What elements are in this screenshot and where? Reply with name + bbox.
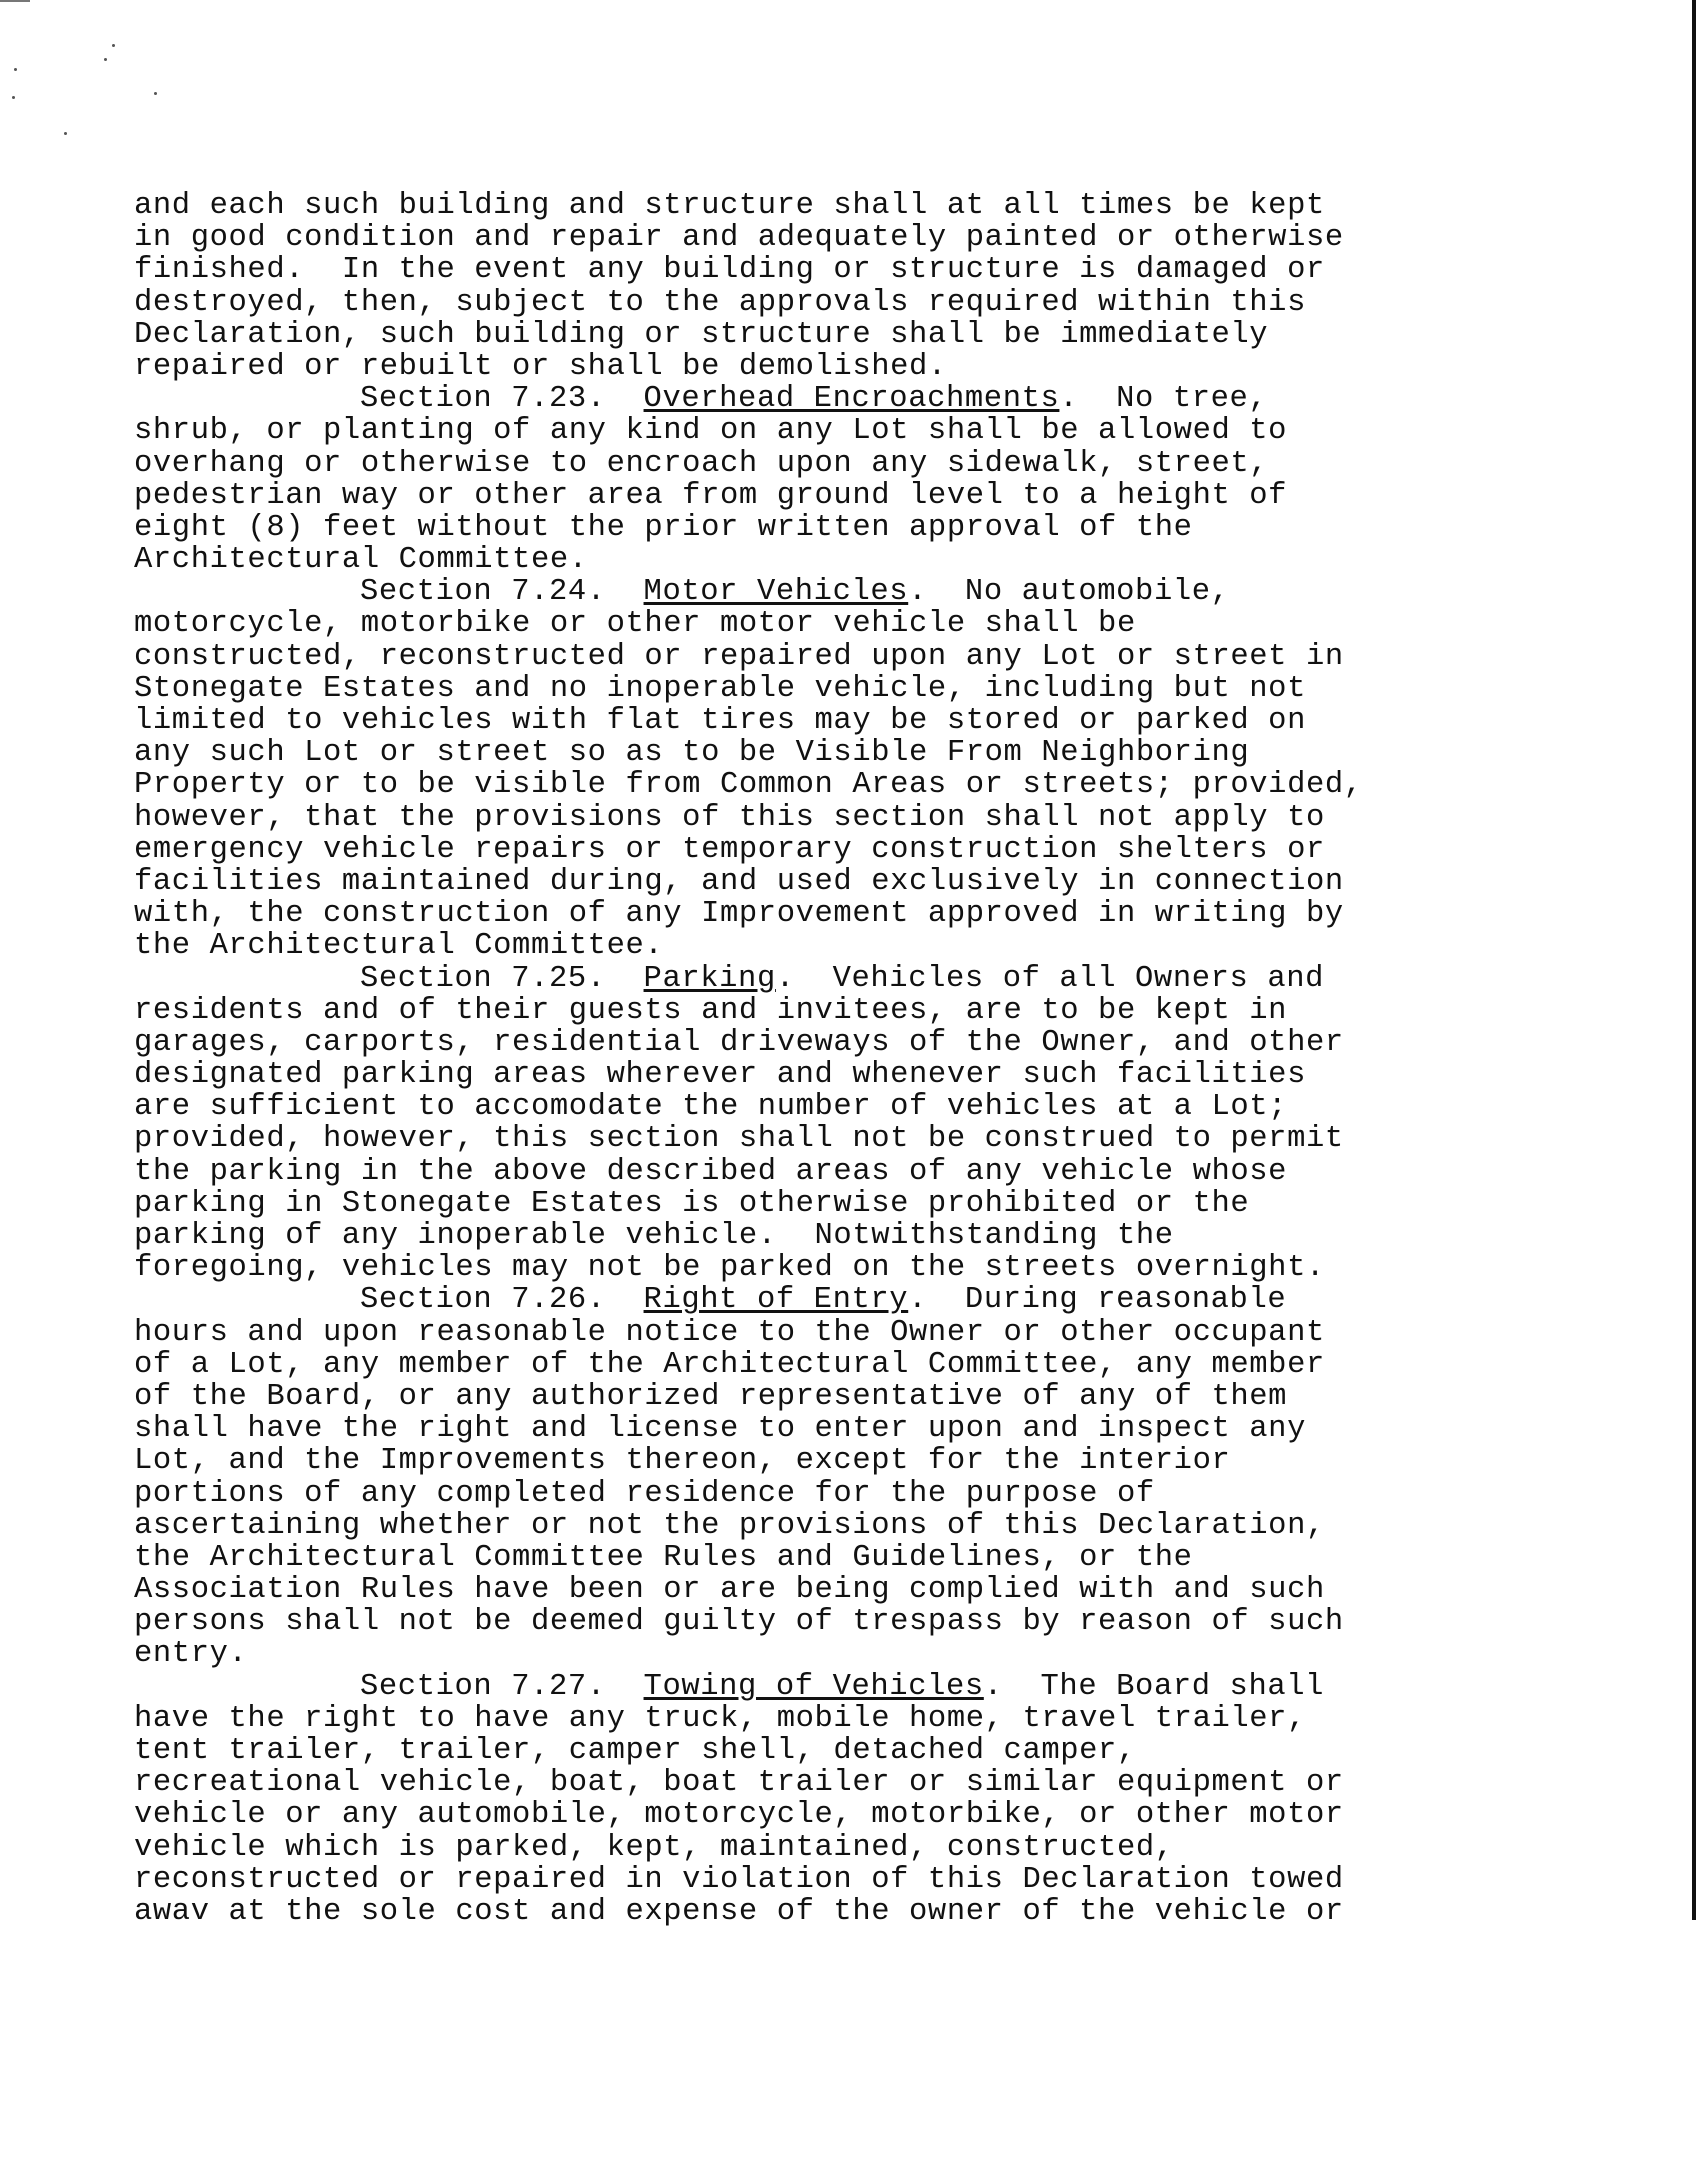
- body-text-line: pedestrian way or other area from ground level to a height of: [134, 478, 1288, 513]
- body-text-line: destroyed, then, subject to the approvals required within this: [134, 285, 1306, 320]
- body-text-line: have the right to have any truck, mobile home, travel trailer,: [134, 1701, 1306, 1736]
- body-text-line: motorcycle, motorbike or other motor vehicle shall be: [134, 607, 1136, 642]
- section-number: Section 7.27.: [360, 1669, 644, 1704]
- body-text-line: the parking in the above described areas of any vehicle whose: [134, 1154, 1288, 1189]
- body-text-line: shall have the right and license to enter upon and inspect any: [134, 1412, 1306, 1447]
- body-text-line: eight (8) feet without the prior written approval of the: [134, 510, 1193, 545]
- body-text-line: repaired or rebuilt or shall be demolished.: [134, 349, 947, 384]
- section-heading-line: [134, 383, 1464, 415]
- body-text-line: the Architectural Committee.: [134, 929, 664, 964]
- body-text-line: however, that the provisions of this section shall not apply to: [134, 800, 1325, 835]
- body-text-line: vehicle or any automobile, motorcycle, motorbike, or other motor: [134, 1798, 1344, 1833]
- section-heading-line: [134, 576, 1464, 608]
- body-text-line: any such Lot or street so as to be Visible From Neighboring: [134, 736, 1250, 771]
- document-body: [134, 190, 1464, 1928]
- body-text-line: the Architectural Committee Rules and Guidelines, or the: [134, 1540, 1193, 1575]
- section-title: Towing of Vehicles: [643, 1669, 984, 1704]
- body-text-line: vehicle which is parked, kept, maintained, constructed,: [134, 1830, 1174, 1865]
- body-text-line: reconstructed or repaired in violation of this Declaration towed: [134, 1862, 1344, 1897]
- section-number: Section 7.23.: [360, 382, 644, 417]
- body-text-line: limited to vehicles with flat tires may be stored or parked on: [134, 704, 1306, 738]
- section-text: . Vehicles of all Owners and: [775, 961, 1325, 996]
- body-text-line: and each such building and structure shall at all times be kept: [134, 189, 1325, 223]
- body-text-line: recreational vehicle, boat, boat trailer or similar equipment or: [134, 1766, 1344, 1801]
- body-text-line: foregoing, vehicles may not be parked on the streets overnight.: [134, 1251, 1325, 1286]
- body-text-line: Property or to be visible from Common Areas or streets; provided,: [134, 768, 1363, 803]
- body-text-line: emergency vehicle repairs or temporary construction shelters or: [134, 832, 1325, 867]
- section-title: Parking: [643, 961, 776, 996]
- section-title: Motor Vehicles: [643, 575, 909, 610]
- body-text-line: are sufficient to accomodate the number of vehicles at a Lot;: [134, 1090, 1288, 1125]
- section-heading-line: [134, 1671, 1464, 1703]
- body-text-line: parking in Stonegate Estates is otherwise prohibited or the: [134, 1186, 1250, 1221]
- section-number: Section 7.26.: [360, 1283, 644, 1318]
- body-text-line: in good condition and repair and adequately painted or otherwise: [134, 221, 1344, 256]
- section-heading-line: [134, 1284, 1464, 1316]
- section-text: . During reasonable: [908, 1283, 1287, 1318]
- body-text-line: provided, however, this section shall not be construed to permit: [134, 1122, 1344, 1157]
- section-heading-line: [134, 963, 1464, 995]
- body-text-line: entry.: [134, 1637, 248, 1672]
- body-text-line: ascertaining whether or not the provisions of this Declaration,: [134, 1508, 1325, 1543]
- body-text-line: constructed, reconstructed or repaired upon any Lot or street in: [134, 639, 1344, 674]
- body-text-line: overhang or otherwise to encroach upon any sidewalk, street,: [134, 446, 1269, 481]
- body-text-line: Architectural Committee.: [134, 543, 588, 578]
- body-text-line: hours and upon reasonable notice to the Owner or other occupant: [134, 1315, 1325, 1350]
- body-text-line: of a Lot, any member of the Architectural Committee, any member: [134, 1347, 1325, 1382]
- body-text-line: garages, carports, residential driveways of the Owner, and other: [134, 1025, 1344, 1060]
- body-text-line: designated parking areas wherever and whenever such facilities: [134, 1058, 1306, 1093]
- body-text-line: tent trailer, trailer, camper shell, detached camper,: [134, 1734, 1136, 1768]
- section-text: . No automobile,: [908, 575, 1230, 610]
- section-number: Section 7.25.: [360, 961, 644, 996]
- body-text-line: portions of any completed residence for the purpose of: [134, 1476, 1155, 1511]
- body-text-line: Lot, and the Improvements thereon, except for the interior: [134, 1444, 1231, 1479]
- body-text-line: shrub, or planting of any kind on any Lot shall be allowed to: [134, 414, 1288, 449]
- body-text-line: awav at the sole cost and expense of the owner of the vehicle or: [134, 1894, 1344, 1929]
- scan-mark: [0, 0, 30, 2]
- section-number: Section 7.24.: [360, 575, 644, 610]
- section-text: . The Board shall: [983, 1669, 1325, 1704]
- body-text-line: parking of any inoperable vehicle. Notwithstanding the: [134, 1219, 1174, 1253]
- body-text-line: Association Rules have been or are being complied with and such: [134, 1573, 1325, 1608]
- body-text-line: finished. In the event any building or structure is damaged or: [134, 253, 1325, 288]
- body-text-line: Declaration, such building or structure shall be immediately: [134, 317, 1269, 352]
- body-text-line: persons shall not be deemed guilty of trespass by reason of such: [134, 1605, 1344, 1640]
- section-text: . No tree,: [1059, 382, 1268, 417]
- body-text-line: with, the construction of any Improvement approved in writing by: [134, 897, 1344, 932]
- scan-right-edge: [1692, 0, 1696, 1920]
- section-title: Overhead Encroachments: [643, 382, 1060, 417]
- body-text-line: facilities maintained during, and used exclusively in connection: [134, 864, 1344, 899]
- section-title: Right of Entry: [643, 1283, 909, 1318]
- body-text-line: of the Board, or any authorized representative of any of them: [134, 1379, 1288, 1414]
- body-text-line: residents and of their guests and invitees, are to be kept in: [134, 993, 1288, 1028]
- body-text-line: Stonegate Estates and no inoperable vehicle, including but not: [134, 671, 1306, 706]
